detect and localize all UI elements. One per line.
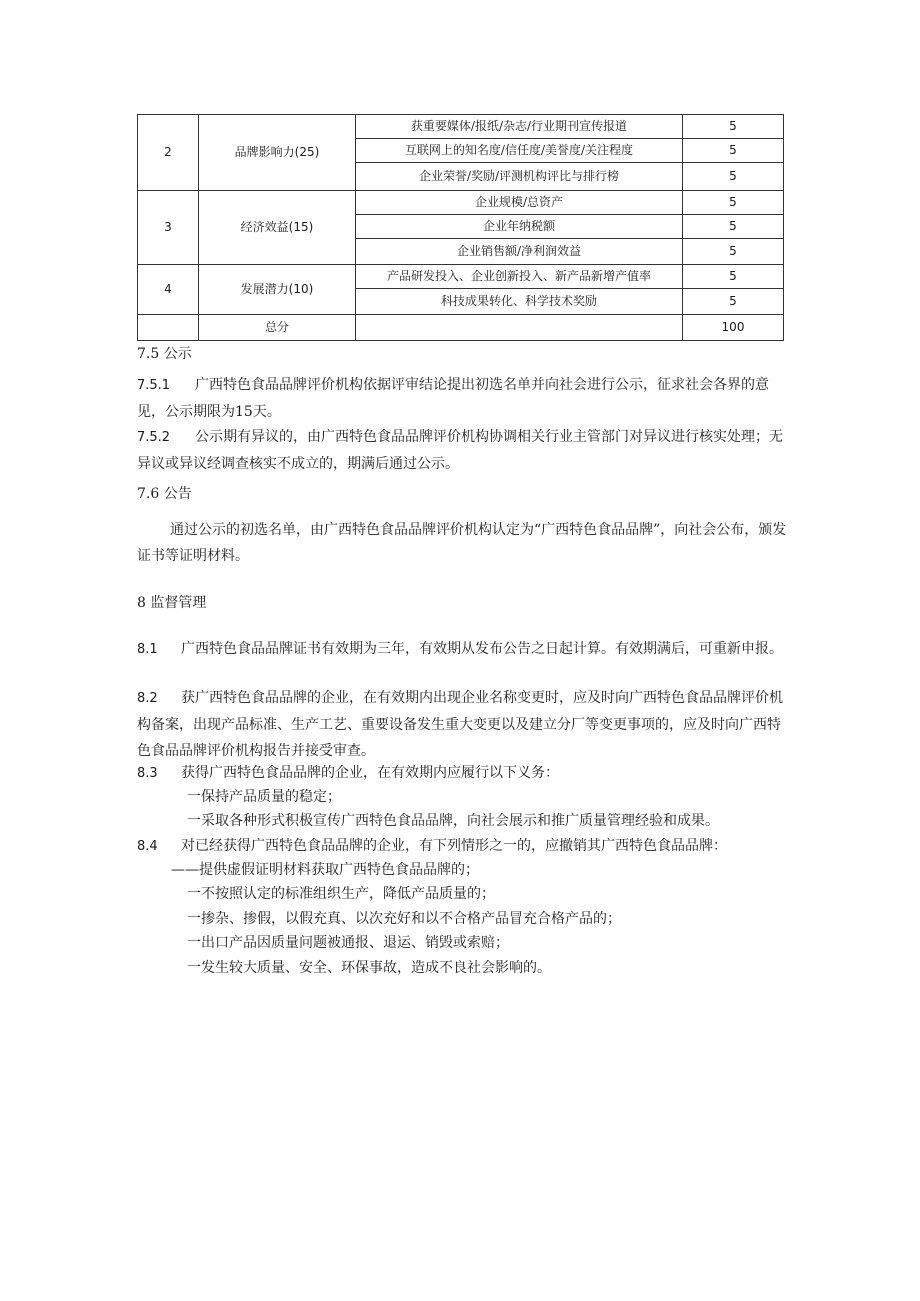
indicator-cell: 科技成果转化、科学技术奖励 [356,289,683,315]
indicator-cell: 获重要媒体/报纸/杂志/行业期刊宣传报道 [356,115,683,139]
section-heading-8: 8 监督管理 [137,595,207,611]
paragraph-7-5-2 [137,424,787,477]
clause-text: 广西特色食品品牌评价机构依据评审结论提出初选名单并向社会进行公示，征求社会各界的意见，公示期限为15天。 [137,377,769,420]
clause-number: 8.1 [137,642,158,657]
paragraph-7-6: 通过公示的初选名单，由广西特色食品品牌评价机构认定为“广西特色食品品牌”，向社会公布，颁发证书等证明材料。 [137,522,787,564]
clause-number: 7.5.1 [137,378,171,393]
table-total-row [138,315,784,341]
list-item: ——提供虚假证明材料获取广西特色食品品牌的； [171,862,479,878]
score-cell: 5 [683,289,784,315]
indicator-cell: 企业年纳税额 [356,215,683,239]
score-cell: 5 [683,163,784,191]
score-cell: 5 [683,191,784,215]
clause-number: 8.2 [137,691,158,706]
score-cell: 5 [683,239,784,265]
table-row [138,265,784,289]
paragraph-8-1 [137,636,787,663]
category-cell: 经济效益(15) [199,191,356,265]
list-item: 一采取各种形式积极宣传广西特色食品品牌，向社会展示和推广质量管理经验和成果。 [187,813,719,829]
clause-number: 8.3 [137,766,158,781]
paragraph-8-4 [137,833,787,860]
paragraph-7-5-1 [137,372,787,425]
list-item: 一掺杂、掺假，以假充真、以次充好和以不合格产品冒充合格产品的； [187,911,621,927]
clause-number: 7.5.2 [137,430,171,445]
empty-cell [138,315,199,341]
indicator-cell: 互联网上的知名度/信任度/美誉度/关注程度 [356,139,683,163]
indicator-cell: 企业规模/总资产 [356,191,683,215]
list-item: 一不按照认定的标准组织生产，降低产品质量的； [187,886,495,902]
list-item: 一保持产品质量的稳定； [187,789,341,805]
clause-text: 公示期有异议的，由广西特色食品品牌评价机构协调相关行业主管部门对异议进行核实处理；无异议或异议经调查核实不成立的，期满后通过公示。 [137,429,783,472]
indicator-cell: 企业销售额/净利润效益 [356,239,683,265]
score-cell: 5 [683,115,784,139]
score-cell: 5 [683,139,784,163]
total-score-cell: 100 [683,315,784,341]
score-cell: 5 [683,265,784,289]
evaluation-score-table [137,114,784,341]
paragraph-8-2 [137,685,787,764]
category-cell: 品牌影响力(25) [199,115,356,191]
row-index-cell: 3 [138,191,199,265]
indicator-cell: 企业荣誉/奖励/评测机构评比与排行榜 [356,163,683,191]
section-heading-7-6: 7.6 公告 [137,486,192,502]
row-index-cell: 4 [138,265,199,315]
list-item: 一发生较大质量、安全、环保事故，造成不良社会影响的。 [187,960,551,976]
table-row [138,191,784,215]
section-heading-7-5: 7.5 公示 [137,346,192,362]
paragraph-8-3 [137,760,787,787]
indicator-cell: 产品研发投入、企业创新投入、新产品新增产值率 [356,265,683,289]
table-row [138,115,784,139]
list-item: 一出口产品因质量问题被通报、退运、销毁或索赔； [187,935,509,951]
clause-text: 广西特色食品品牌证书有效期为三年，有效期从发布公告之日起计算。有效期满后，可重新申报。 [181,641,783,657]
empty-cell [356,315,683,341]
clause-text: 获得广西特色食品品牌的企业，在有效期内应履行以下义务： [181,765,559,781]
clause-text: 对已经获得广西特色食品品牌的企业，有下列情形之一的，应撤销其广西特色食品品牌： [181,838,727,854]
clause-text: 获广西特色食品品牌的企业，在有效期内出现企业名称变更时，应及时向广西特色食品品牌评价机构备案，出现产品标准、生产工艺、重要设备发生重大变更以及建立分厂等变更事项的，应及时向广西特色食品品牌评价机构报告并接受审查。 [137,690,783,759]
row-index-cell: 2 [138,115,199,191]
score-cell: 5 [683,215,784,239]
category-cell: 发展潜力(10) [199,265,356,315]
clause-number: 8.4 [137,839,158,854]
total-label-cell: 总分 [199,315,356,341]
